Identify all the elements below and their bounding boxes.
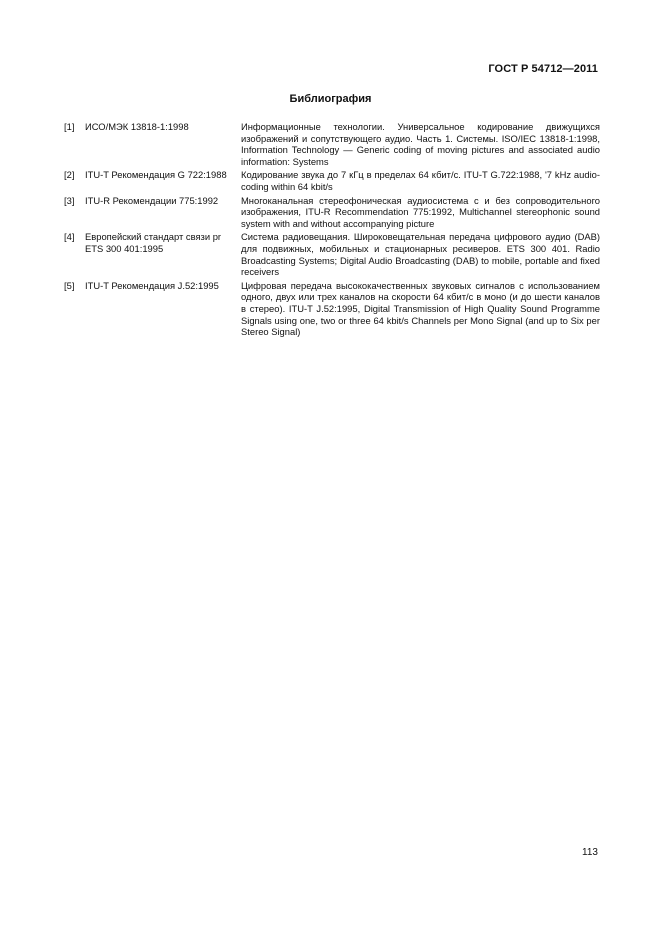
entry-number: [1] — [64, 121, 75, 132]
bibliography-list — [64, 121, 600, 340]
entry-description: Информационные технологии. Универсальное кодирование движущихся изображений и сопутствующего аудио. Часть 1. Системы. ISO/IEC 13818-1:1998, Information Technology — Generic coding of moving pictures and associated audio information: Systems — [241, 121, 600, 167]
entry-reference: ITU-T Рекомендация J.52:1995 — [85, 279, 219, 291]
bibliography-entry — [64, 280, 600, 338]
bibliography-entry — [64, 231, 600, 277]
entry-number: [4] — [64, 231, 75, 243]
entry-description: Кодирование звука до 7 кГц в пределах 64 кбит/с. ITU-T G.722:1988, '7 kHz audio-coding within 64 kbit/s — [241, 169, 600, 192]
entry-number: [5] — [64, 279, 75, 291]
bibliography-entry — [64, 195, 600, 230]
entry-reference: ИСО/МЭК 13818-1:1998 — [85, 121, 189, 132]
entry-description: Цифровая передача высококачественных звуковых сигналов с использованием одного, двух или трех каналов на скорости 64 кбит/с в моно (и до шести каналов в стерео). ITU-T J.52:1995, Digital Transmission of High Quality Sound Programme Signals using one, two or three 64 kbit/s Channels per Mono Signal (and up to Six per Stereo Signal) — [241, 279, 600, 338]
bibliography-entry — [64, 169, 600, 192]
entry-number: [3] — [64, 194, 75, 206]
entry-description: Многоканальная стереофоническая аудиосистема с и без сопроводительного изображения, ITU-R Recommendation 775:1992, Multichannel stereophonic sound system with and without accompanying picture — [241, 194, 600, 229]
entry-reference: ITU-R Рекомендации 775:1992 — [85, 194, 219, 206]
document-standard-number: ГОСТ Р 54712—2011 — [488, 63, 598, 75]
bibliography-entry — [64, 121, 600, 167]
entry-reference: ITU-T Рекомендация G 722:1988 — [85, 169, 227, 181]
page-number: 113 — [582, 847, 598, 858]
entry-reference: Европейский стандарт связи pr ETS 300 401:1995 — [85, 231, 222, 254]
page-title: Библиография — [289, 93, 372, 105]
entry-number: [2] — [64, 169, 75, 181]
entry-description: Система радиовещания. Широковещательная передача цифрового аудио (DAB) для подвижных, мобильных и стационарных ресиверов. ETS 300 401. Radio Broadcasting Systems; Digital Audio Broadcasting (DAB) to mobile, portable and fixed receivers — [241, 231, 600, 278]
